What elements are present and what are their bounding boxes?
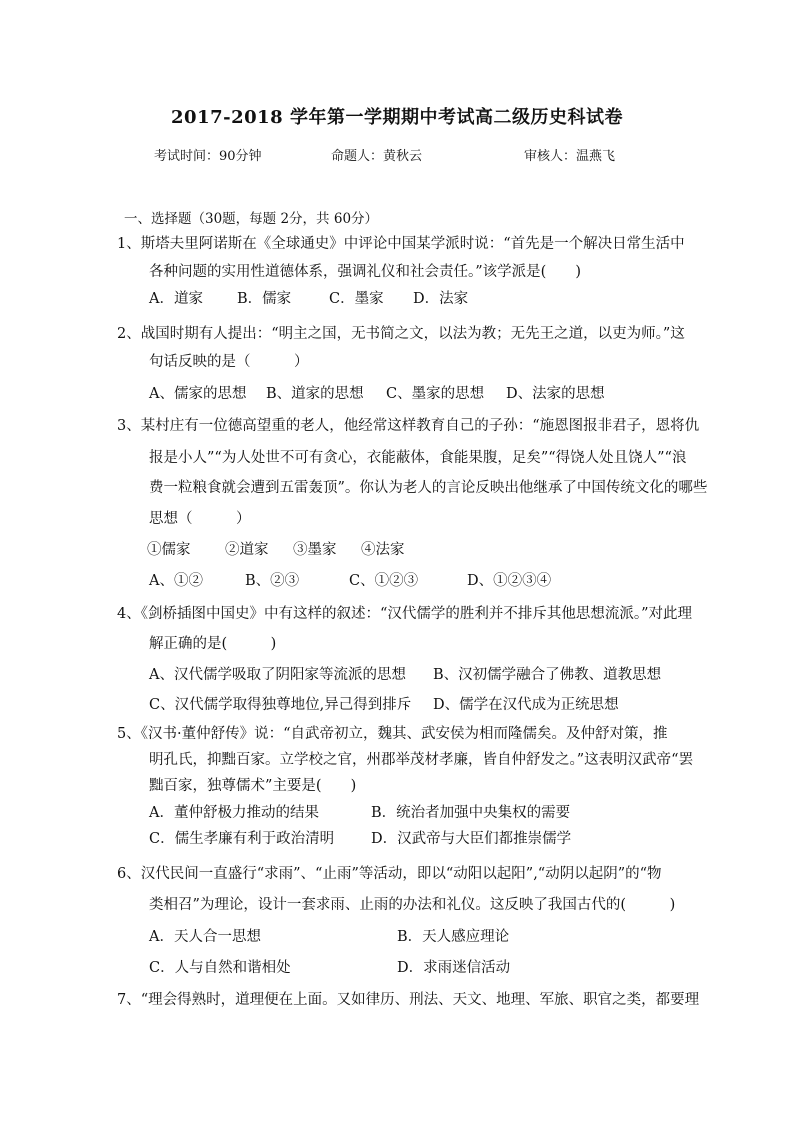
question-6-line-2: 类相召”为理论，设计一套求雨、止雨的办法和礼仪。这反映了我国古代的( ): [149, 897, 676, 913]
option-d: D．汉武帝与大臣们都推崇儒学: [371, 831, 572, 847]
exam-title: 2017-2018 学年第一学期期中考试高二级历史科试卷: [171, 107, 623, 128]
question-4-line-1: 4、《剑桥插图中国史》中有这样的叙述：“汉代儒学的胜利并不排斥其他思想流派。”对此理: [117, 606, 693, 622]
item-1: ①儒家: [147, 542, 191, 558]
question-4-line-2: 解正确的是( ): [149, 636, 277, 652]
question-5-line-3: 黜百家，独尊儒术”主要是( ): [149, 778, 357, 794]
setter: 命题人：黄秋云: [331, 149, 423, 164]
option-b: B．儒家: [237, 291, 292, 307]
option-d: D．求雨迷信活动: [397, 960, 511, 976]
option-d: D、法家的思想: [506, 386, 605, 402]
question-3-line-4: 思想（ ）: [149, 511, 251, 527]
option-c: C．人与自然和谐相处: [149, 960, 291, 976]
option-b: B、②③: [245, 573, 300, 589]
section-heading: 一、选择题（30题，每题 2分，共 60分）: [124, 211, 379, 227]
item-4: ④法家: [361, 542, 405, 558]
question-1-line-1: 1、斯塔夫里阿诺斯在《全球通史》中评论中国某学派时说：“首先是一个解决日常生活中: [117, 236, 685, 252]
question-7-line-1: 7、“理会得熟时，道理便在上面。又如律历、刑法、天文、地理、军旅、职官之类，都要理: [117, 992, 700, 1008]
question-3-items: [147, 538, 405, 559]
option-c: C．儒生孝廉有利于政治清明: [149, 831, 335, 847]
option-a: A、汉代儒学吸取了阴阳家等流派的思想: [149, 667, 406, 683]
option-b: B．天人感应理论: [397, 929, 510, 945]
exam-time: 考试时间：90分钟: [154, 149, 262, 164]
option-c: C、汉代儒学取得独尊地位,异己得到排斥: [149, 697, 412, 713]
option-a: A、①②: [149, 573, 203, 589]
question-3-line-2: 报是小人”“为人处世不可有贪心，衣能蔽体，食能果腹，足矣”“得饶人处且饶人”“浪: [149, 450, 687, 466]
option-b: B、汉初儒学融合了佛教、道教思想: [433, 667, 662, 683]
item-2: ②道家: [225, 542, 269, 558]
option-c: C．墨家: [329, 291, 384, 307]
question-2-line-2: 句话反映的是（ ）: [149, 354, 309, 370]
question-6-options-row-2: [149, 956, 510, 977]
option-c: C、墨家的思想: [386, 386, 485, 402]
question-1-options: [149, 287, 468, 308]
question-6-options-row-1: [149, 925, 509, 946]
option-a: A、儒家的思想: [149, 386, 247, 402]
question-3-line-1: 3、某村庄有一位德高望重的老人，他经常这样教育自己的子孙：“施恩图报非君子，恩将仇: [117, 418, 700, 434]
reviewer: 审核人：温燕飞: [524, 149, 616, 164]
option-a: A．道家: [149, 291, 203, 307]
question-5-options-row-2: [149, 827, 571, 848]
option-d: D、①②③④: [467, 573, 552, 589]
option-d: D．法家: [413, 291, 469, 307]
item-3: ③墨家: [293, 542, 337, 558]
question-1-line-2: 各种问题的实用性道德体系，强调礼仪和社会责任。”该学派是( ): [149, 264, 581, 280]
question-4-options-row-1: [149, 663, 661, 684]
question-3-line-3: 费一粒粮食就会遭到五雷轰顶”。你认为老人的言论反映出他继承了中国传统文化的哪些: [149, 480, 708, 496]
question-4-options-row-2: [149, 693, 619, 714]
option-b: B、道家的思想: [266, 386, 364, 402]
question-5-options-row-1: [149, 801, 570, 822]
option-c: C、①②③: [349, 573, 419, 589]
question-5-line-1: 5、《汉书·董仲舒传》说：“自武帝初立，魏其、武安侯为相而隆儒矣。及仲舒对策，推: [117, 726, 668, 742]
option-d: D、儒学在汉代成为正统思想: [433, 697, 619, 713]
option-a: A．董仲舒极力推动的结果: [149, 805, 319, 821]
question-6-line-1: 6、汉代民间一直盛行“求雨”、“止雨”等活动，即以“动阳以起阳”,“动阴以起阴”的“物: [117, 866, 662, 882]
question-2-line-1: 2、战国时期有人提出：“明主之国，无书简之文，以法为教；无先王之道，以吏为师。”这: [117, 326, 685, 342]
question-5-line-2: 明孔氏，抑黜百家。立学校之官，州郡举茂材孝廉，皆自仲舒发之。”这表明汉武帝“罢: [149, 752, 694, 768]
option-b: B．统治者加强中央集权的需要: [371, 805, 571, 821]
question-2-options: [149, 382, 605, 403]
option-a: A．天人合一思想: [149, 929, 261, 945]
question-3-options: [149, 569, 551, 590]
